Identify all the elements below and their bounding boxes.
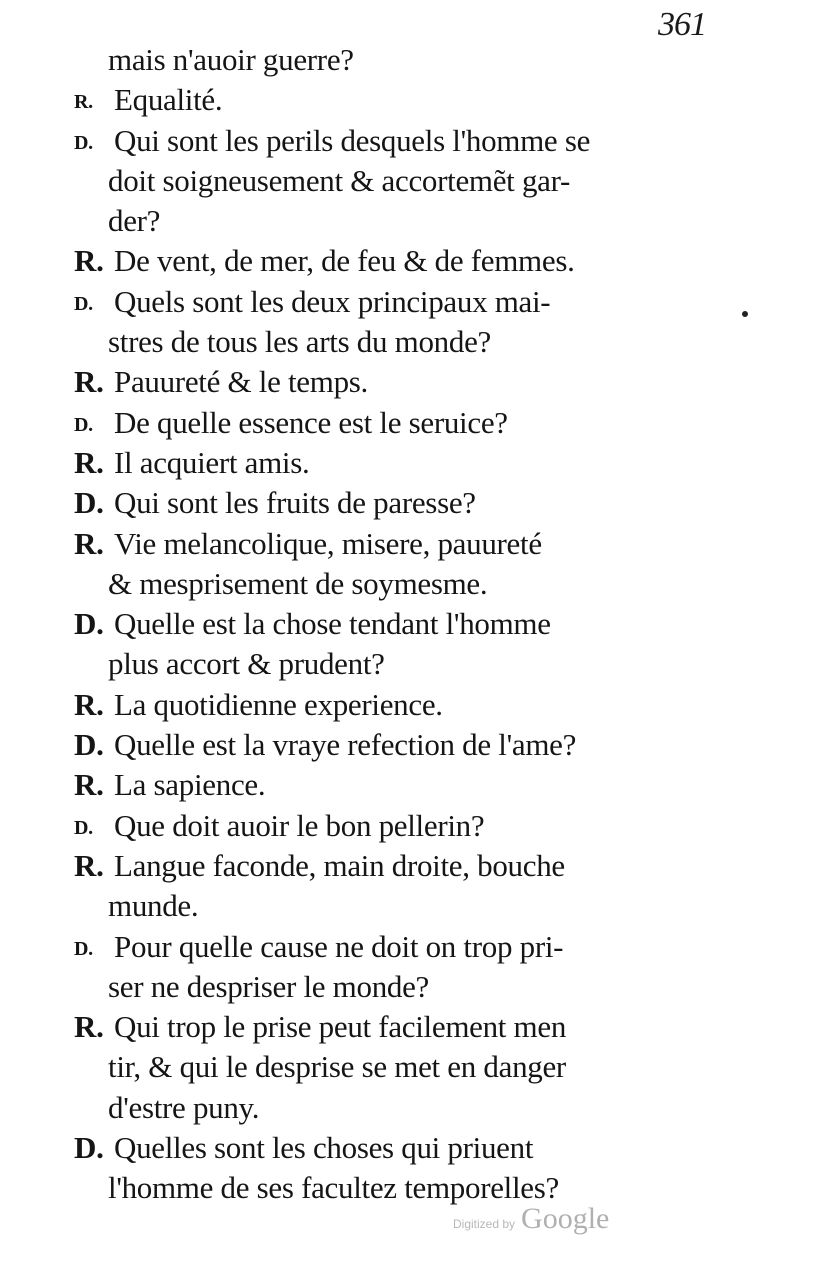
text-line: [74, 282, 714, 322]
line-text: Il acquiert amis.: [114, 444, 310, 480]
text-line: [74, 564, 714, 604]
text-line: [74, 161, 714, 201]
line-text: stres de tous les arts du monde?: [108, 324, 491, 360]
response-marker: R.: [74, 686, 104, 722]
dialogue-text-block: [74, 40, 714, 1209]
text-line: [74, 241, 714, 281]
text-line: [74, 80, 714, 120]
text-line: [74, 765, 714, 805]
line-text: Que doit auoir le bon pellerin?: [114, 807, 485, 843]
line-text: Quelle est la chose tendant l'homme: [114, 606, 551, 642]
line-text: Quelles sont les choses qui priuent: [114, 1130, 534, 1166]
text-line: [74, 201, 714, 241]
text-line: [74, 604, 714, 644]
response-marker: R.: [74, 364, 104, 400]
line-text: Pauureté & le temps.: [114, 364, 368, 400]
response-marker: R.: [74, 243, 104, 279]
watermark-prefix: Digitized by: [453, 1217, 516, 1231]
line-text: d'estre puny.: [108, 1089, 260, 1125]
line-text: Langue faconde, main droite, bouche: [114, 847, 565, 883]
question-marker: D.: [74, 816, 93, 839]
line-text: & mesprisement de soymesme.: [108, 565, 488, 601]
line-text: De quelle essence est le seruice?: [114, 404, 508, 440]
line-text: Quelle est la vraye refection de l'ame?: [114, 727, 577, 763]
text-line: [74, 1168, 714, 1208]
text-line: [74, 121, 714, 161]
text-line: [74, 685, 714, 725]
question-marker: D.: [74, 485, 104, 521]
response-marker: R.: [74, 847, 104, 883]
text-line: [74, 483, 714, 523]
response-marker: R.: [74, 444, 104, 480]
line-text: Qui sont les fruits de paresse?: [114, 485, 476, 521]
text-line: [74, 362, 714, 402]
line-text: der?: [108, 203, 161, 239]
text-line: [74, 443, 714, 483]
line-text: tir, & qui le desprise se met en danger: [108, 1049, 566, 1085]
text-line: [74, 806, 714, 846]
line-text: La sapience.: [114, 767, 266, 803]
text-line: [74, 322, 714, 362]
line-text: mais n'auoir guerre?: [108, 42, 354, 77]
text-line: [74, 1007, 714, 1047]
question-marker: D.: [74, 413, 93, 436]
digitization-watermark: [453, 1202, 609, 1236]
question-marker: D.: [74, 292, 93, 315]
line-text: De vent, de mer, de feu & de femmes.: [114, 243, 575, 279]
line-text: Quels sont les deux principaux mai-: [114, 283, 551, 319]
text-line: [74, 524, 714, 564]
line-text: Vie melancolique, misere, pauureté: [114, 525, 542, 561]
response-marker: R.: [74, 767, 104, 803]
question-marker: D.: [74, 1130, 104, 1166]
text-line: [74, 886, 714, 926]
response-marker: R.: [74, 525, 104, 561]
text-line: [74, 644, 714, 684]
line-text: l'homme de ses facultez temporelles?: [108, 1170, 559, 1206]
question-marker: D.: [74, 937, 93, 960]
question-marker: D.: [74, 131, 93, 154]
line-text: munde.: [108, 888, 199, 924]
text-line: [74, 403, 714, 443]
line-text: Equalité.: [114, 82, 223, 118]
text-line: [74, 40, 714, 80]
line-text: Qui sont les perils desquels l'homme se: [114, 122, 591, 158]
text-line: [74, 846, 714, 886]
google-logo: Google: [521, 1202, 610, 1235]
text-line: [74, 927, 714, 967]
response-marker: R.: [74, 1009, 104, 1045]
text-line: [74, 1128, 714, 1168]
line-text: plus accort & prudent?: [108, 646, 385, 682]
text-line: [74, 725, 714, 765]
line-text: La quotidienne experience.: [114, 686, 443, 722]
ink-speck: [742, 311, 748, 317]
question-marker: D.: [74, 606, 104, 642]
text-line: [74, 967, 714, 1007]
line-text: Qui trop le prise peut facilement men: [114, 1009, 567, 1045]
line-text: doit soigneusement & accortemẽt gar-: [108, 162, 571, 198]
line-text: Pour quelle cause ne doit on trop pri-: [114, 928, 564, 964]
line-text: ser ne despriser le monde?: [108, 968, 430, 1004]
question-marker: D.: [74, 727, 104, 763]
page-number: 361: [658, 6, 706, 43]
text-line: [74, 1088, 714, 1128]
response-marker: R.: [74, 91, 93, 114]
text-line: [74, 1047, 714, 1087]
